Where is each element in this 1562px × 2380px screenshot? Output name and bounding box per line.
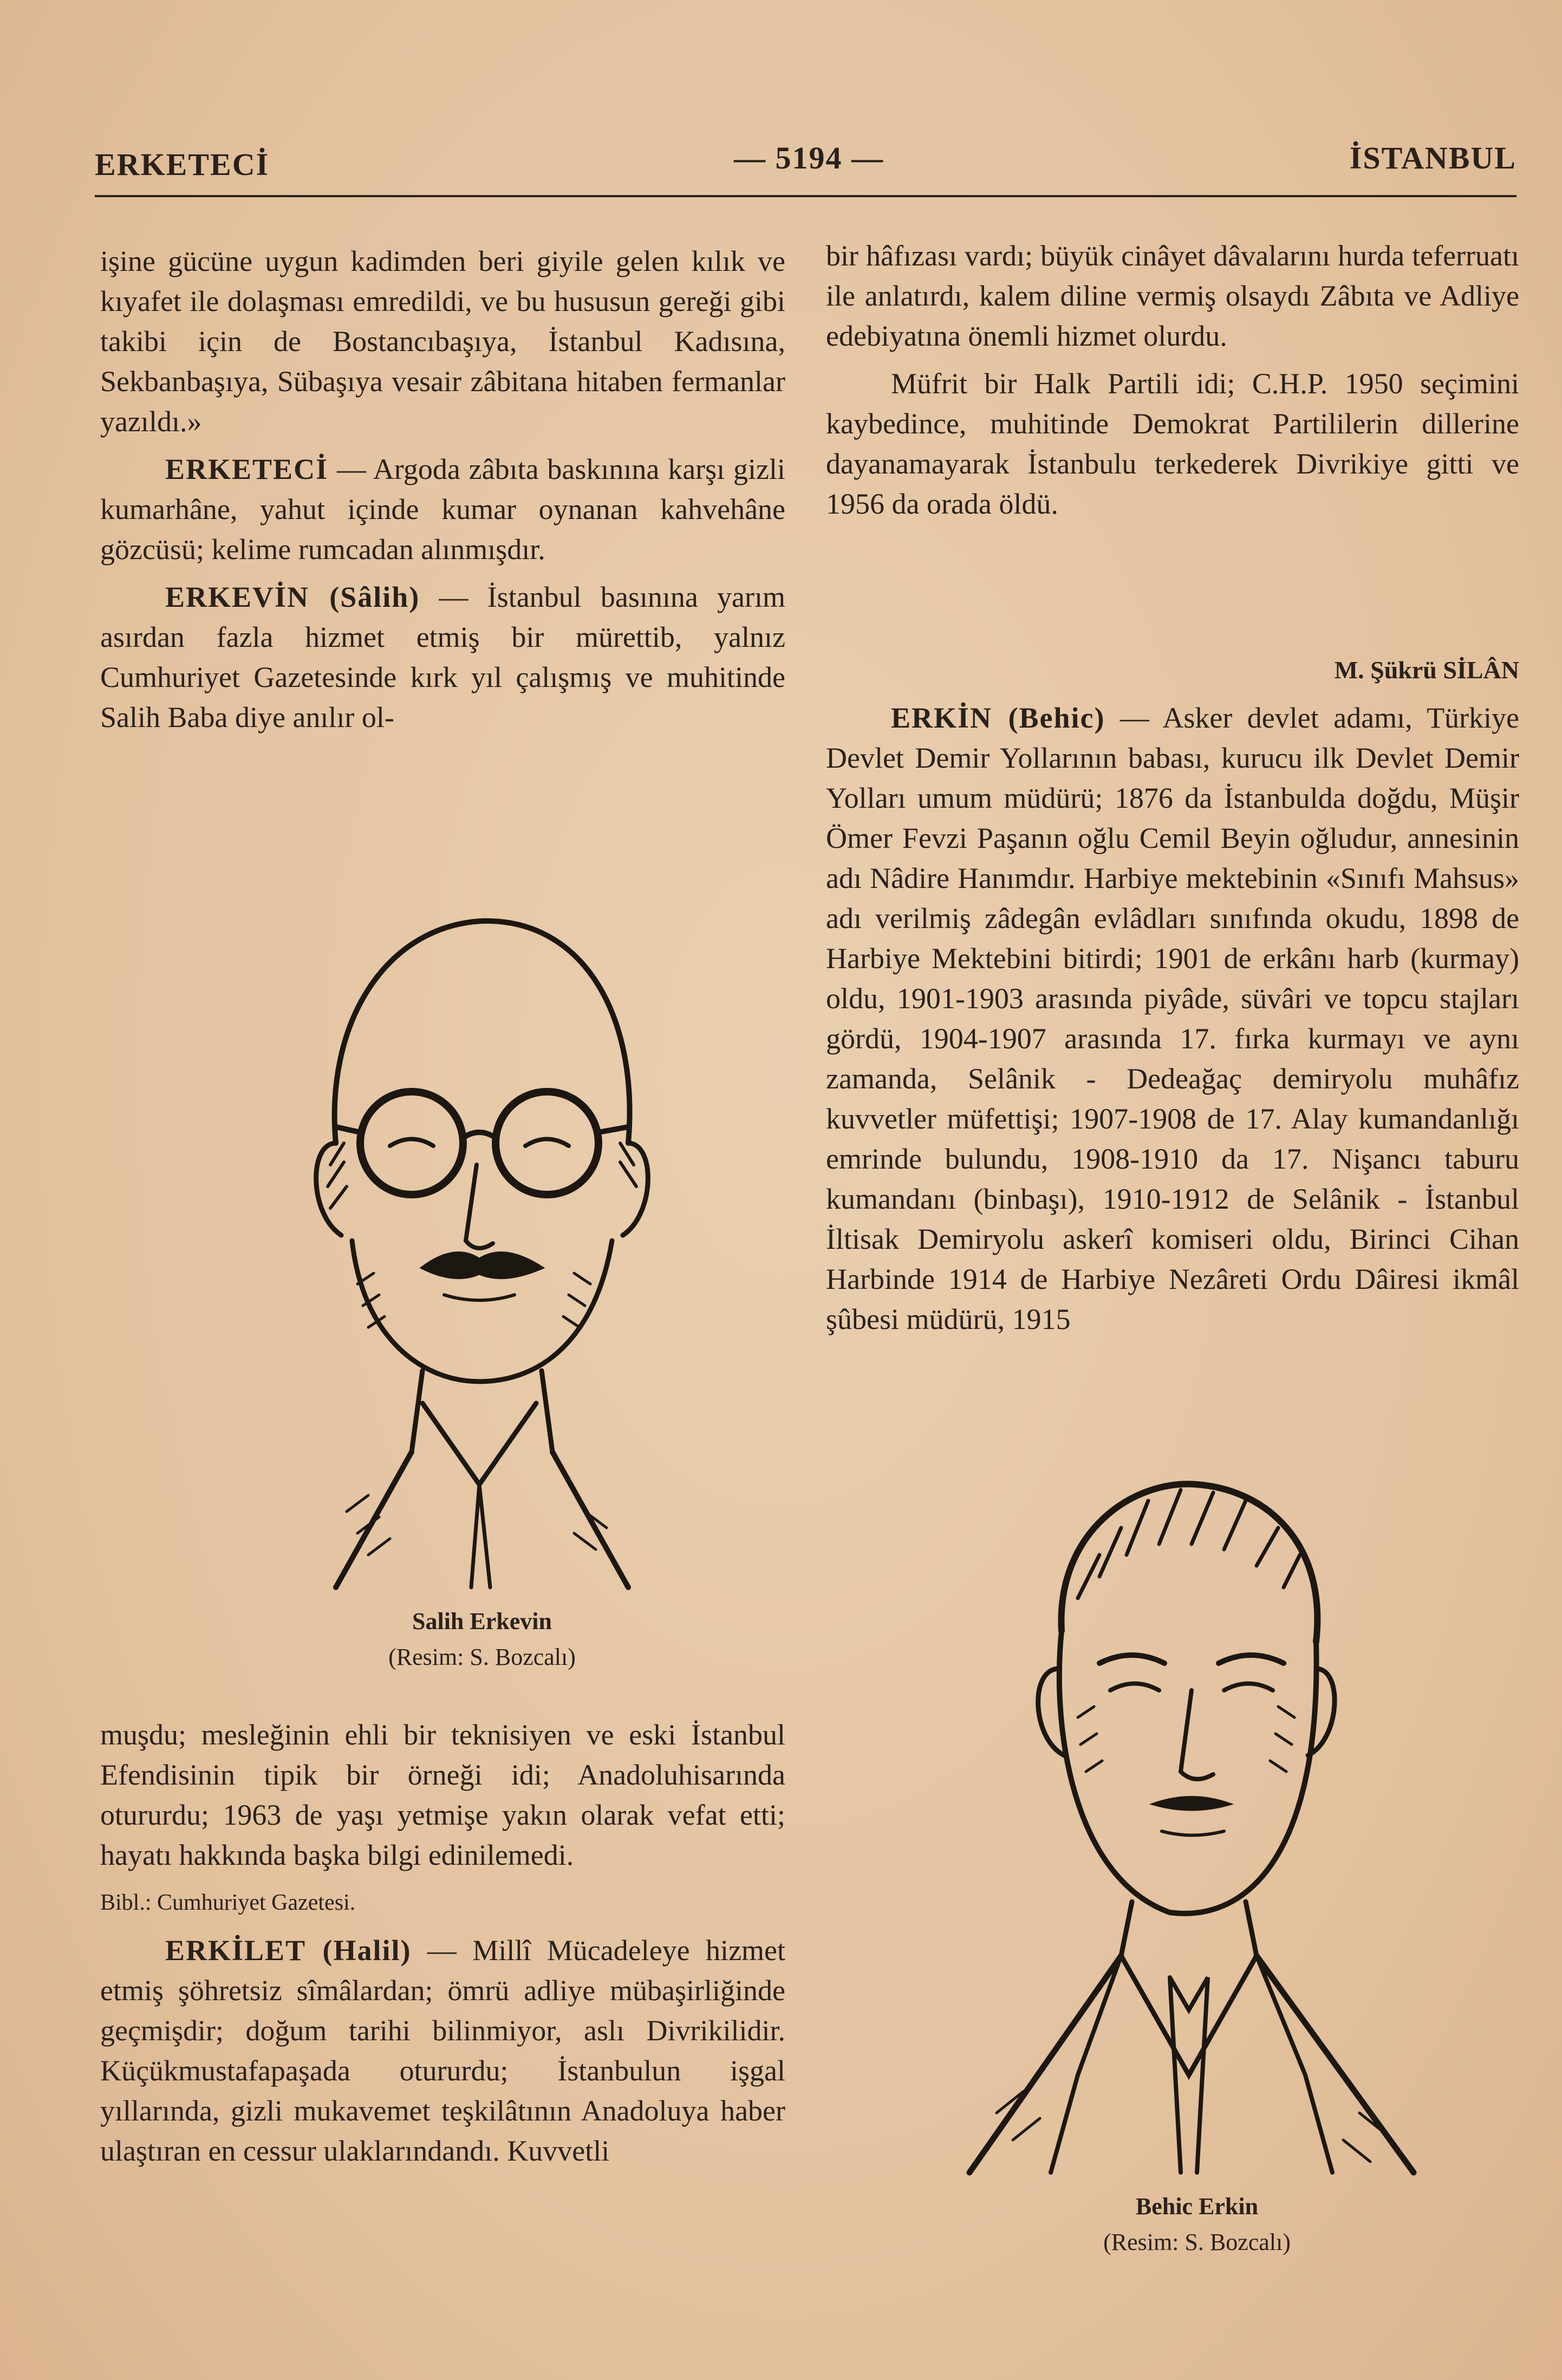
portrait-sketch-icon xyxy=(915,1436,1457,2178)
bibliography: Bibl.: Cumhuriyet Gazetesi. xyxy=(100,1890,356,1915)
entry-title: ERKİN (Behic) xyxy=(891,702,1105,734)
caption-name: Behic Erkin xyxy=(1135,2193,1259,2220)
entry-continuation: bir hâfızası vardı; büyük cinâyet dâvalarını hurda teferruatı ile anlatırdı, kalem diline vermiş olsaydı Zâbıta ve Adliye edebiyatına önemli hizmet olurdu. xyxy=(826,239,1519,352)
portrait-caption-salih xyxy=(260,1604,704,1675)
entry-text: — Millî Mücadeleye hizmet etmiş şöhretsiz sîmâlardan; ömrü adliye mübaşirliğinde geçmişdir; doğum tarihi bilinmiyor, aslı Divrikilidir. Küçükmustafapaşada otururdu; İstanbulun işgal yıllarında, gizli mukavemet teşkilâtının Anadoluya haber ulaştıran en cessur ulaklarındandı. Kuvvetli xyxy=(100,1934,786,2167)
entry-text: — Asker devlet adamı, Türkiye Devlet Demir Yollarının babası, kurucu ilk Devlet Demir Yolları umum müdürü; 1876 da İstanbulda doğdu, Müşir Ömer Fevzi Paşanın oğlu Cemil Beyin oğludur, annesinin adı Nâdire Hanımdır. Harbiye mektebinin «Sınıfı Mahsus» adı verilmiş zâdegân evlâdları sınıfında okudu, 1898 de Harbiye Mektebini bitirdi; 1901 de erkânı harb (kurmay) oldu, 1901-1903 arasında piyâde, süvâri ve topcu stajları gördü, 1904-1907 arasında 17. fırka kurmayı ve aynı zamanda, Selânik - Dedeağaç demiryolu muhâfız kuvvetler müfettişi; 1907-1908 de 17. Alay kumandanlığı emrinde bulundu, 1908-1910 da 17. Nişancı taburu kumandanı (binbaşı), 1910-1912 de Selânik - İstanbul İltisak Demiryolu askerî komiseri oldu, Birinci Cihan Harbinde 1914 de Harbiye Nezâreti Ordu Dâiresi ikmâl şûbesi müdürü, 1915 xyxy=(826,702,1520,1335)
entry-continuation: muşdu; mesleğinin ehli bir teknisiyen ve eski İstanbul Efendisinin tipik bir örneği idi; Anadoluhisarında otururdu; 1963 de yaşı yetmişe yakın olarak vefat etti; hayatı hakkında başka bilgi edinilemedi. xyxy=(100,1718,785,1871)
page-header xyxy=(95,135,1517,197)
right-column-top xyxy=(826,236,1519,531)
left-column-top xyxy=(100,241,785,745)
entry-paragraph: Müfrit bir Halk Partili idi; C.H.P. 1950 seçimini kaybedince, muhitinde Demokrat Partililerin dillerine dayanamayarak İstanbulu terkederek Divrikiye gitti ve 1956 da orada öldü. xyxy=(826,367,1519,520)
header-entry-word: ERKETECİ xyxy=(95,147,270,182)
portrait-sketch-icon xyxy=(260,861,693,1598)
caption-name: Salih Erkevin xyxy=(412,1608,552,1635)
entry-erketeci xyxy=(100,449,785,569)
entry-continuation: işine gücüne uygun kadimden beri giyile gelen kılık ve kıyafet ile dolaşması emredildi, ve bu hususun gereği gibi takibi için de Bostancıbaşıya, İstanbul Kadısına, Sekbanbaşıya, Sübaşıya vesair zâbitana hitaben fermanlar yazıldı.» xyxy=(100,245,785,438)
entry-text: — İstanbul basınına yarım asırdan fazla hizmet etmiş bir mürettib, yalnız Cumhuriyet Gazetesinde kırk yıl çalışmış ve muhitinde Salih Baba diye anılır ol- xyxy=(100,581,785,734)
entry-title: ERKİLET (Halil) xyxy=(165,1934,412,1967)
caption-credit: (Resim: S. Bozcalı) xyxy=(1103,2229,1291,2255)
left-column-bottom xyxy=(100,1715,785,2178)
portrait-salih-erkevin xyxy=(260,861,693,1598)
entry-title: ERKETECİ xyxy=(165,453,329,485)
header-volume-title: İSTANBUL xyxy=(1349,140,1517,176)
entry-title: ERKEVİN (Sâlih) xyxy=(165,581,420,613)
entry-text: — Argoda zâbıta baskınına karşı gizli kumarhâne, yahut içinde kumar oynanan kahvehâne gözcüsü; kelime rumcadan alınmışdır. xyxy=(100,453,785,566)
entry-erkilet xyxy=(100,1930,785,2171)
page-number: — 5194 — xyxy=(734,140,884,176)
caption-credit: (Resim: S. Bozcalı) xyxy=(388,1644,576,1670)
right-column-middle xyxy=(826,650,1519,1347)
entry-erkin xyxy=(826,698,1519,1339)
portrait-behic-erkin xyxy=(915,1436,1457,2178)
portrait-caption-behic xyxy=(969,2189,1424,2260)
author-signature: M. Şükrü SİLÂN xyxy=(1334,656,1519,684)
entry-erkevin xyxy=(100,577,785,737)
